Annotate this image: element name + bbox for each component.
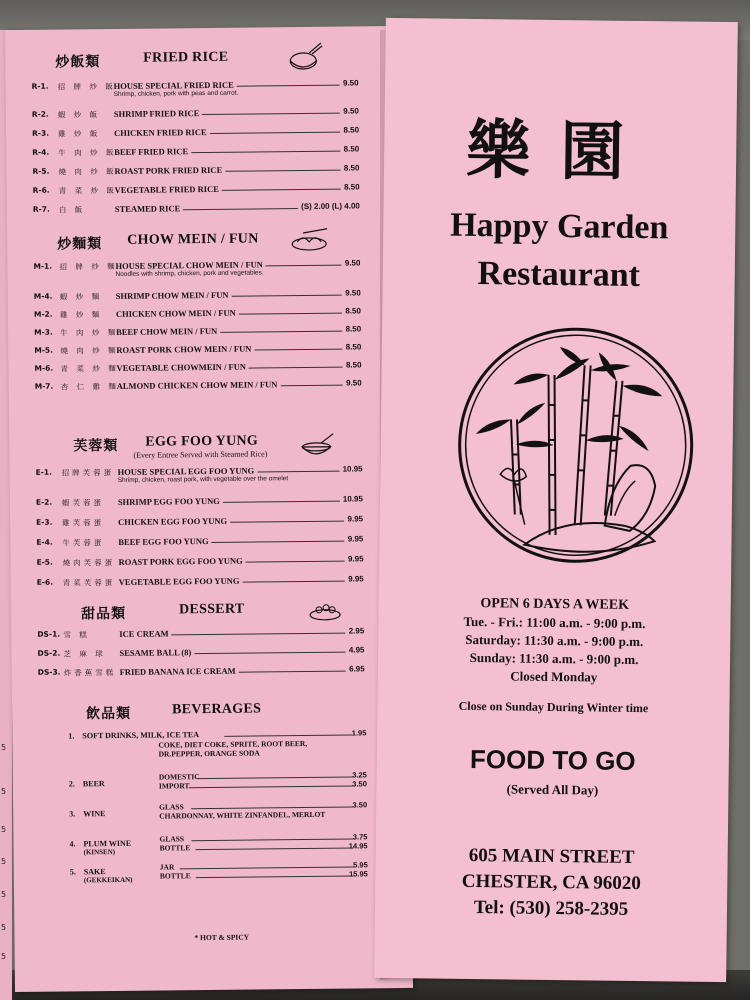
beverage-name: SOFT DRINKS, MILK, ICE TEA: [82, 730, 200, 741]
item-chinese-name: 雞芙蓉蛋: [62, 518, 105, 528]
item-price: 8.50: [345, 324, 362, 334]
item-chinese-name: 雪 糕: [63, 630, 90, 640]
menu-item: [7, 258, 405, 280]
phone-number: Tel: (530) 258-2395: [473, 897, 629, 920]
section-title: EGG FOO YUNG: [145, 433, 259, 450]
item-price: 9.50: [343, 106, 359, 116]
item-name: STEAMED RICE: [114, 203, 181, 214]
hours-weekday: Tue. - Fri.: 11:00 a.m. - 9:00 p.m.: [463, 613, 646, 632]
item-code: R-4.: [32, 147, 50, 157]
item-chinese-name: 燒 肉 炒 飯: [58, 166, 117, 177]
city-address: CHESTER, CA 96020: [461, 870, 641, 895]
noodle-plate-icon: [289, 227, 329, 253]
leader-line: [265, 265, 341, 267]
street-address: 605 MAIN STREET: [468, 844, 635, 868]
item-chinese-name: 蝦 炒 麵: [59, 292, 103, 302]
edge-number: 5: [1, 787, 7, 796]
beverage-brand: (KINSEN): [83, 848, 116, 857]
item-price: 8.50: [343, 125, 360, 135]
item-price: 9.95: [347, 554, 364, 564]
leader-line: [183, 208, 298, 210]
hours-sunday: Sunday: 11:30 a.m. - 9:00 p.m.: [469, 649, 639, 668]
leader-line: [196, 876, 354, 879]
item-chinese-name: 雞 炒 飯: [58, 129, 101, 139]
beverage-wine: [13, 800, 411, 821]
item-name: SHRIMP EGG FOO YUNG: [117, 495, 220, 507]
beverage-price: 1.95: [351, 728, 367, 738]
cover-panel: [374, 18, 738, 982]
menu-item: [9, 378, 407, 400]
item-chinese-name: 牛芙蓉蛋: [62, 538, 105, 548]
menu-item: [11, 554, 409, 576]
beverage-name: WINE: [83, 809, 106, 819]
item-code: E-2.: [35, 497, 53, 507]
item-price: 9.95: [347, 514, 364, 524]
item-chinese-name: 青菜芙蓉蛋: [62, 577, 116, 588]
item-code: E-3.: [36, 517, 53, 527]
leader-line: [258, 471, 340, 473]
item-name: CHICKEN EGG FOO YUNG: [118, 515, 228, 527]
menu-item: [10, 514, 408, 536]
item-description: Shrimp, chicken, pork with peas and carrot.: [113, 89, 239, 98]
beverage-price: 3.25: [352, 770, 367, 780]
item-chinese-name: 雞 炒 麵: [59, 310, 103, 320]
item-chinese-name: 蝦 炒 飯: [57, 110, 101, 120]
section-chinese-title: 飲品類: [86, 705, 132, 723]
menu-item: [6, 78, 404, 100]
edge-number: 5: [1, 890, 7, 899]
section-chinese-title: 芙蓉類: [73, 437, 119, 455]
item-chinese-name: 牛 肉 炒 麵: [60, 327, 119, 338]
item-code: E-6.: [36, 577, 54, 587]
item-chinese-name: 青 菜 炒 麵: [60, 363, 119, 374]
beverage-name: PLUM WINE: [83, 838, 132, 849]
item-code: R-2.: [31, 109, 49, 119]
egg-foo-yung-section: [9, 430, 407, 458]
item-name: FRIED BANANA ICE CREAM: [119, 665, 236, 677]
edge-number: 5: [1, 825, 7, 834]
menu-item: [10, 494, 408, 516]
item-chinese-name: 燒 肉 炒 麵: [60, 345, 119, 356]
beverage-size: BOTTLE: [159, 843, 191, 853]
item-chinese-name: 牛 肉 炒 飯: [58, 147, 117, 158]
dessert-plate-icon: [307, 599, 343, 623]
item-price: 9.50: [344, 258, 361, 268]
item-name: HOUSE SPECIAL CHOW MEIN / FUN: [115, 259, 263, 271]
item-code: M-7.: [34, 381, 54, 391]
bamboo-emblem-icon: [454, 324, 697, 567]
leader-line: [171, 633, 345, 636]
fried-rice-section: [5, 46, 403, 74]
item-code: R-6.: [32, 185, 50, 195]
served-all-day: (Served All Day): [506, 781, 599, 798]
item-name: SESAME BALL (8): [119, 647, 192, 658]
beverage-soft-drinks: [12, 728, 410, 759]
item-name: ICE CREAM: [119, 628, 169, 639]
item-chinese-name: 招牌芙蓉蛋: [61, 467, 115, 478]
item-chinese-name: 杏 仁 雞 麵: [60, 381, 119, 392]
item-price: 8.50: [343, 163, 360, 173]
item-name: ROAST PORK EGG FOO YUNG: [118, 555, 243, 567]
item-name: ALMOND CHICKEN CHOW MEIN / FUN: [116, 379, 278, 391]
section-title: DESSERT: [178, 601, 245, 618]
item-code: M-1.: [33, 261, 53, 271]
beverage-number: 1.: [68, 731, 75, 741]
beverage-detail: DR.PEPPER, ORANGE SODA: [158, 748, 260, 759]
beverage-brand: (GEKKEIKAN): [83, 875, 133, 885]
item-name: CHICKEN FRIED RICE: [114, 127, 207, 138]
item-name: SHRIMP FRIED RICE: [113, 108, 200, 119]
leader-line: [239, 671, 346, 673]
leader-line: [222, 189, 341, 191]
leader-line: [197, 777, 353, 780]
leader-line: [246, 561, 345, 563]
item-code: R-3.: [32, 128, 50, 138]
beverage-number: 3.: [69, 809, 76, 819]
menu-item: [10, 464, 408, 486]
leader-line: [220, 331, 342, 333]
item-description: Shrimp, chicken, roast pork, with vegetable over the omelet: [117, 475, 289, 484]
item-chinese-name: 招 牌 炒 麵: [59, 261, 118, 272]
item-code: M-4.: [33, 291, 53, 301]
menu-item: [10, 534, 408, 556]
beverage-price: 15.95: [349, 869, 368, 879]
food-to-go-title: FOOD TO GO: [469, 743, 636, 776]
item-code: E-5.: [36, 557, 53, 567]
item-code: R-1.: [31, 81, 49, 91]
menu-item: [7, 201, 405, 223]
item-code: M-5.: [34, 345, 54, 355]
item-code: M-2.: [33, 309, 53, 319]
beverage-beer: [13, 770, 411, 791]
item-name: VEGETABLE EGG FOO YUNG: [118, 575, 240, 587]
item-code: R-5.: [32, 166, 50, 176]
beverage-price: 3.75: [352, 832, 368, 842]
item-name: VEGETABLE CHOWMEIN / FUN: [116, 361, 247, 373]
leader-line: [224, 735, 352, 737]
beverage-number: 5.: [69, 867, 76, 877]
item-name: BEEF CHOW MEIN / FUN: [116, 325, 218, 337]
beverage-price: 3.50: [352, 779, 367, 789]
leader-line: [249, 367, 343, 369]
hours-closed: Closed Monday: [510, 668, 598, 685]
leader-line: [189, 786, 353, 789]
beverage-number: 2.: [68, 779, 75, 789]
item-name: SHRIMP CHOW MEIN / FUN: [115, 289, 229, 301]
leader-line: [202, 113, 340, 115]
beverage-detail: CHARDONNAY, WHITE ZINFANDEL, MERLOT: [159, 809, 326, 821]
item-code: DS-2.: [37, 648, 61, 658]
section-title: BEVERAGES: [172, 701, 262, 718]
item-chinese-name: 炸香蕉雪糕: [63, 667, 117, 678]
restaurant-name-line2: Restaurant: [477, 255, 641, 295]
item-price: 8.50: [344, 182, 360, 192]
section-chinese-title: 炒麵類: [57, 236, 103, 253]
item-price: 9.50: [342, 78, 359, 88]
item-code: E-1.: [35, 467, 52, 477]
open-days-title: OPEN 6 DAYS A WEEK: [480, 596, 630, 613]
beverage-size: BOTTLE: [159, 871, 191, 881]
item-price: 8.50: [345, 342, 362, 352]
leader-line: [196, 848, 354, 851]
winter-note: Close on Sunday During Winter time: [458, 698, 649, 716]
leader-line: [243, 581, 345, 583]
hot-spicy-note: * HOT & SPICY: [194, 932, 250, 943]
leader-line: [191, 151, 340, 154]
item-name: BEEF FRIED RICE: [114, 146, 189, 157]
beverage-name: BEER: [82, 779, 105, 789]
item-price: 8.50: [345, 360, 362, 370]
leader-line: [239, 313, 342, 315]
item-price: 9.95: [348, 574, 364, 584]
leader-line: [225, 170, 340, 172]
item-name: CHICKEN CHOW MEIN / FUN: [115, 307, 236, 319]
leader-line: [223, 501, 340, 503]
leader-line: [191, 807, 353, 810]
item-name: ROAST PORK CHOW MEIN / FUN: [116, 343, 252, 355]
beverages-section: [12, 698, 410, 726]
item-code: E-4.: [36, 537, 53, 547]
section-chinese-title: 炒飯類: [55, 54, 101, 71]
item-price: 6.95: [349, 664, 365, 674]
leader-line: [281, 385, 343, 387]
section-header: [7, 228, 405, 256]
section-note: (Every Entree Served with Steamed Rice): [133, 449, 268, 460]
item-name: VEGETABLE FRIED RICE: [114, 183, 219, 195]
item-price: 4.95: [348, 645, 365, 655]
restaurant-chinese-name: 樂園: [465, 113, 655, 191]
item-chinese-name: 蝦芙蓉蛋: [61, 498, 104, 508]
beverage-price: 14.95: [348, 841, 368, 851]
item-chinese-name: 白 飯: [58, 205, 86, 215]
section-header: [9, 430, 407, 458]
leader-line: [232, 295, 342, 297]
item-price: 9.50: [346, 378, 362, 388]
beverage-detail: COKE, DIET COKE, SPRITE, ROOT BEER,: [158, 738, 308, 750]
leader-line: [230, 521, 344, 523]
menu-item: [12, 664, 410, 686]
item-chinese-name: 招 牌 炒 飯: [57, 81, 116, 92]
section-header: [11, 598, 409, 626]
leader-line: [210, 132, 340, 134]
leader-line: [237, 85, 340, 87]
section-header: [5, 46, 403, 74]
item-price: 8.50: [345, 306, 361, 316]
edge-number: 5: [1, 857, 7, 866]
item-name: BEEF EGG FOO YUNG: [118, 536, 209, 547]
item-price: 8.50: [343, 144, 360, 154]
beverage-sake: [14, 860, 412, 885]
leader-line: [254, 349, 342, 351]
section-chinese-title: 甜品類: [81, 605, 127, 623]
item-name: HOUSE SPECIAL FRIED RICE: [113, 79, 234, 91]
item-chinese-name: 燒肉芙蓉蛋: [62, 557, 116, 568]
item-price: 10.95: [342, 464, 363, 474]
item-price: 10.95: [342, 494, 363, 504]
item-chinese-name: 芝 麻 球: [63, 649, 106, 659]
item-price: 9.50: [345, 288, 361, 298]
rice-bowl-icon: [287, 43, 323, 73]
item-code: R-7.: [32, 204, 50, 214]
item-name: HOUSE SPECIAL EGG FOO YUNG: [117, 465, 255, 477]
chow-mein-section: [7, 228, 405, 256]
leader-line: [180, 867, 354, 870]
item-code: DS-1.: [37, 629, 61, 639]
edge-number: 5: [1, 952, 7, 961]
restaurant-name-line1: Happy Garden: [450, 206, 669, 247]
edge-number: 5: [1, 923, 7, 932]
beverage-plum-wine: [13, 832, 411, 857]
leader-line: [195, 652, 346, 655]
item-code: M-6.: [34, 363, 54, 373]
menu-item: [11, 574, 409, 596]
item-price: (S) 2.00 (L) 4.00: [301, 201, 360, 212]
menu-panel: [5, 26, 413, 992]
section-title: CHOW MEIN / FUN: [127, 231, 259, 248]
section-header: [12, 698, 410, 726]
item-price: 2.95: [348, 626, 365, 636]
beverage-number: 4.: [69, 839, 76, 849]
edge-number: 5: [1, 743, 7, 752]
beverage-price: 3.50: [352, 800, 368, 810]
beverage-name: SAKE: [83, 867, 106, 877]
item-code: M-3.: [34, 327, 53, 337]
leader-line: [191, 839, 353, 842]
beverage-size: IMPORT: [158, 781, 190, 791]
item-chinese-name: 青 菜 炒 飯: [58, 185, 117, 196]
beverage-size: DOMESTIC: [158, 772, 200, 782]
beverage-size: GLASS: [159, 802, 184, 812]
dessert-section: [11, 598, 409, 626]
item-price: 9.95: [347, 534, 364, 544]
leader-line: [211, 541, 344, 543]
beverage-size: JAR: [159, 862, 175, 872]
section-title: FRIED RICE: [143, 49, 229, 66]
item-name: ROAST PORK FRIED RICE: [114, 164, 223, 176]
item-code: DS-3.: [37, 667, 61, 677]
egg-bowl-icon: [299, 433, 335, 461]
beverage-size: GLASS: [159, 834, 185, 844]
item-description: Noodles with shrimp, chicken, pork and vegetables.: [115, 269, 264, 278]
hours-saturday: Saturday: 11:30 a.m. - 9:00 p.m.: [465, 631, 644, 650]
beverage-price: 5.95: [353, 860, 368, 870]
